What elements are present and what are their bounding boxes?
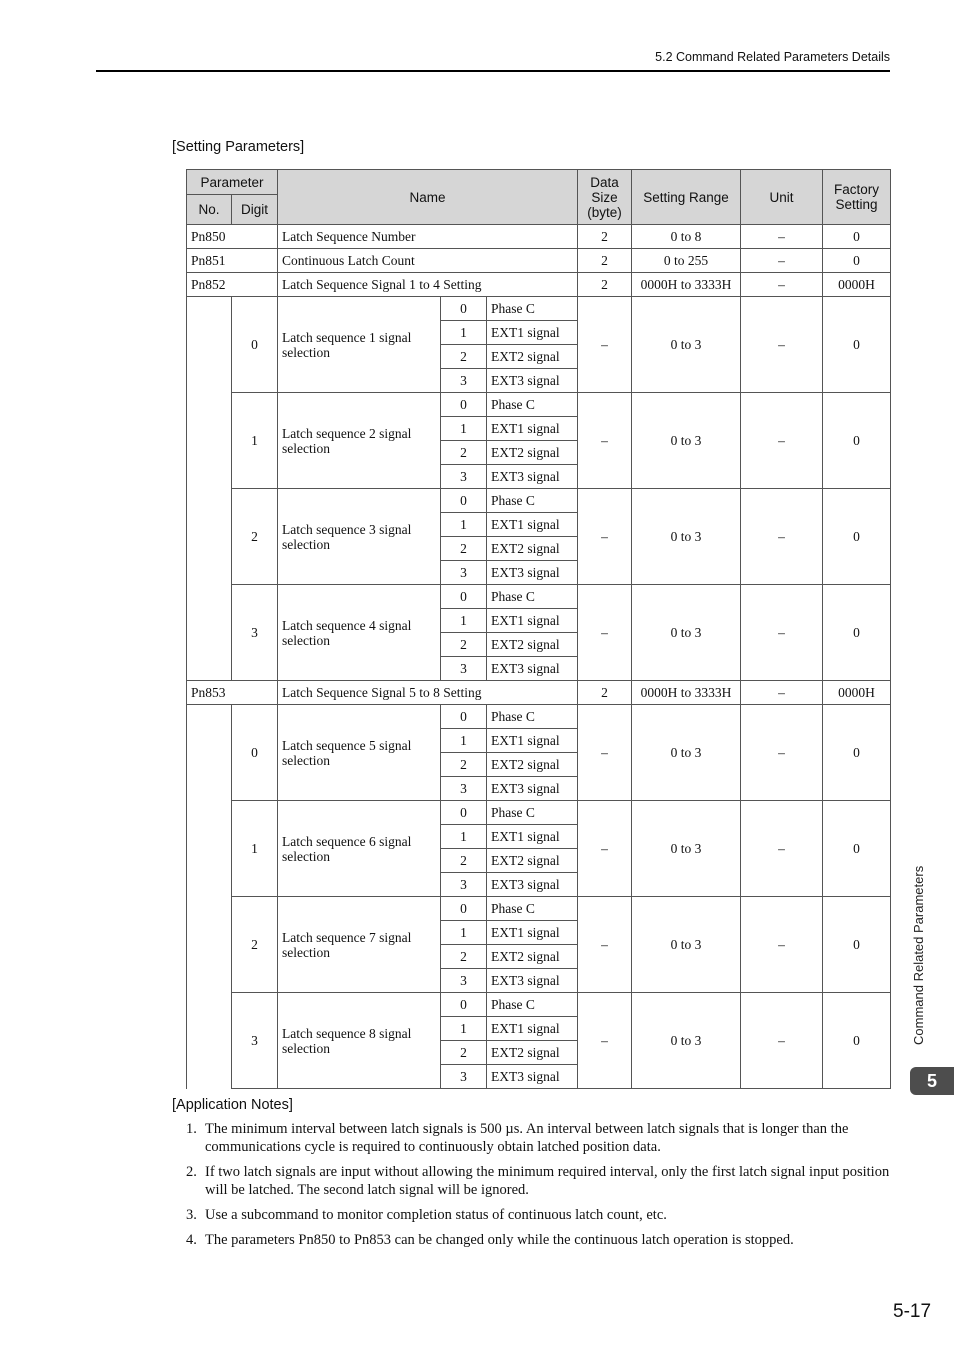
- header-name: Name: [278, 170, 578, 225]
- note-text: The parameters Pn850 to Pn853 can be changed only while the continuous latch operation is stopped.: [205, 1232, 794, 1248]
- param-number-spacer: [187, 297, 232, 681]
- header-setting-range: Setting Range: [632, 170, 741, 225]
- digit-number: 1: [232, 393, 278, 489]
- option-label: Phase C: [487, 297, 578, 321]
- digit-factory-setting: 0: [823, 897, 891, 993]
- digit-setting-range: 0 to 3: [632, 993, 741, 1089]
- param-factory-setting: 0: [823, 225, 891, 249]
- option-value: 1: [441, 825, 487, 849]
- param-setting-range: 0 to 8: [632, 225, 741, 249]
- option-label: Phase C: [487, 489, 578, 513]
- param-digit-empty: [232, 681, 278, 705]
- param-unit: –: [741, 225, 823, 249]
- digit-factory-setting: 0: [823, 993, 891, 1089]
- option-value: 0: [441, 705, 487, 729]
- option-label: EXT1 signal: [487, 513, 578, 537]
- option-label: Phase C: [487, 393, 578, 417]
- option-label: EXT3 signal: [487, 777, 578, 801]
- application-note: [186, 1120, 892, 1156]
- digit-setting-range: 0 to 3: [632, 801, 741, 897]
- digit-option-row: [187, 705, 891, 729]
- option-label: EXT1 signal: [487, 729, 578, 753]
- option-value: 3: [441, 969, 487, 993]
- digit-name: Latch sequence 2 signal selection: [278, 393, 441, 489]
- digit-setting-range: 0 to 3: [632, 705, 741, 801]
- param-number: Pn850: [187, 225, 232, 249]
- note-number: 2.: [186, 1164, 197, 1180]
- digit-data-size: –: [578, 897, 632, 993]
- digit-setting-range: 0 to 3: [632, 897, 741, 993]
- param-name: Latch Sequence Signal 1 to 4 Setting: [278, 273, 578, 297]
- option-value: 0: [441, 585, 487, 609]
- option-label: EXT1 signal: [487, 321, 578, 345]
- option-value: 2: [441, 441, 487, 465]
- digit-factory-setting: 0: [823, 801, 891, 897]
- param-name: Latch Sequence Number: [278, 225, 578, 249]
- option-value: 1: [441, 921, 487, 945]
- option-value: 3: [441, 873, 487, 897]
- option-value: 3: [441, 657, 487, 681]
- running-header: 5.2 Command Related Parameters Details: [655, 50, 890, 64]
- option-label: EXT3 signal: [487, 561, 578, 585]
- param-number: Pn852: [187, 273, 232, 297]
- option-label: EXT1 signal: [487, 417, 578, 441]
- option-value: 0: [441, 297, 487, 321]
- option-label: EXT1 signal: [487, 921, 578, 945]
- digit-name: Latch sequence 5 signal selection: [278, 705, 441, 801]
- setting-parameters-title: [Setting Parameters]: [172, 139, 305, 155]
- note-number: 3.: [186, 1207, 197, 1223]
- option-value: 0: [441, 393, 487, 417]
- digit-option-row: [187, 993, 891, 1017]
- option-label: EXT2 signal: [487, 441, 578, 465]
- param-data-size: 2: [578, 681, 632, 705]
- digit-setting-range: 0 to 3: [632, 585, 741, 681]
- option-value: 2: [441, 753, 487, 777]
- option-value: 2: [441, 537, 487, 561]
- note-number: 1.: [186, 1121, 197, 1137]
- digit-number: 2: [232, 897, 278, 993]
- digit-unit: –: [741, 585, 823, 681]
- digit-number: 0: [232, 705, 278, 801]
- header-unit: Unit: [741, 170, 823, 225]
- option-value: 2: [441, 633, 487, 657]
- option-value: 2: [441, 1041, 487, 1065]
- digit-option-row: [187, 585, 891, 609]
- note-text: If two latch signals are input without allowing the minimum required interval, only the first latch signal input position will be latched. The second latch signal will be ignored.: [205, 1164, 890, 1198]
- param-data-size: 2: [578, 225, 632, 249]
- digit-name: Latch sequence 6 signal selection: [278, 801, 441, 897]
- digit-factory-setting: 0: [823, 393, 891, 489]
- header-no: No.: [187, 195, 232, 225]
- setting-parameters-table: [186, 169, 891, 1089]
- digit-data-size: –: [578, 705, 632, 801]
- digit-number: 1: [232, 801, 278, 897]
- digit-name: Latch sequence 3 signal selection: [278, 489, 441, 585]
- digit-name: Latch sequence 8 signal selection: [278, 993, 441, 1089]
- parameter-row: [187, 225, 891, 249]
- param-factory-setting: 0000H: [823, 681, 891, 705]
- option-label: EXT3 signal: [487, 657, 578, 681]
- digit-factory-setting: 0: [823, 489, 891, 585]
- digit-option-row: [187, 297, 891, 321]
- digit-unit: –: [741, 705, 823, 801]
- param-setting-range: 0 to 255: [632, 249, 741, 273]
- param-data-size: 2: [578, 249, 632, 273]
- parameter-row: [187, 681, 891, 705]
- digit-factory-setting: 0: [823, 705, 891, 801]
- digit-number: 2: [232, 489, 278, 585]
- application-notes-title: [Application Notes]: [172, 1097, 293, 1113]
- digit-data-size: –: [578, 393, 632, 489]
- digit-data-size: –: [578, 585, 632, 681]
- digit-option-row: [187, 897, 891, 921]
- digit-name: Latch sequence 7 signal selection: [278, 897, 441, 993]
- param-digit-empty: [232, 273, 278, 297]
- option-label: EXT1 signal: [487, 1017, 578, 1041]
- option-value: 0: [441, 801, 487, 825]
- application-note: [186, 1206, 892, 1224]
- option-value: 0: [441, 897, 487, 921]
- option-value: 2: [441, 849, 487, 873]
- digit-name: Latch sequence 4 signal selection: [278, 585, 441, 681]
- option-label: EXT3 signal: [487, 873, 578, 897]
- option-label: EXT3 signal: [487, 369, 578, 393]
- option-value: 1: [441, 513, 487, 537]
- digit-unit: –: [741, 393, 823, 489]
- option-value: 3: [441, 369, 487, 393]
- option-value: 1: [441, 417, 487, 441]
- param-name: Latch Sequence Signal 5 to 8 Setting: [278, 681, 578, 705]
- digit-data-size: –: [578, 297, 632, 393]
- option-value: 1: [441, 1017, 487, 1041]
- option-label: Phase C: [487, 897, 578, 921]
- digit-number: 3: [232, 585, 278, 681]
- option-label: EXT3 signal: [487, 969, 578, 993]
- note-text: Use a subcommand to monitor completion status of continuous latch count, etc.: [205, 1207, 667, 1223]
- digit-setting-range: 0 to 3: [632, 489, 741, 585]
- digit-data-size: –: [578, 489, 632, 585]
- param-setting-range: 0000H to 3333H: [632, 273, 741, 297]
- param-number-spacer: [187, 705, 232, 1089]
- digit-unit: –: [741, 897, 823, 993]
- header-data-size: Data Size (byte): [578, 170, 632, 225]
- header-parameter: Parameter: [187, 170, 278, 195]
- option-value: 3: [441, 1065, 487, 1089]
- param-unit: –: [741, 249, 823, 273]
- option-value: 1: [441, 729, 487, 753]
- digit-option-row: [187, 393, 891, 417]
- digit-option-row: [187, 489, 891, 513]
- param-number: Pn851: [187, 249, 232, 273]
- digit-unit: –: [741, 489, 823, 585]
- option-value: 1: [441, 609, 487, 633]
- option-label: EXT2 signal: [487, 537, 578, 561]
- note-text: The minimum interval between latch signals is 500 µs. An interval between latch signals that is longer than the communications cycle is required to continuously obtain latched position data.: [205, 1121, 849, 1155]
- digit-data-size: –: [578, 993, 632, 1089]
- param-name: Continuous Latch Count: [278, 249, 578, 273]
- option-label: EXT2 signal: [487, 345, 578, 369]
- option-label: Phase C: [487, 801, 578, 825]
- option-value: 0: [441, 489, 487, 513]
- option-value: 2: [441, 345, 487, 369]
- option-label: EXT3 signal: [487, 1065, 578, 1089]
- param-data-size: 2: [578, 273, 632, 297]
- application-note: [186, 1231, 892, 1249]
- header-factory-setting: Factory Setting: [823, 170, 891, 225]
- application-note: [186, 1163, 892, 1199]
- header-digit: Digit: [232, 195, 278, 225]
- option-label: EXT2 signal: [487, 753, 578, 777]
- parameter-row: [187, 273, 891, 297]
- option-label: EXT1 signal: [487, 825, 578, 849]
- param-unit: –: [741, 681, 823, 705]
- option-label: EXT3 signal: [487, 465, 578, 489]
- option-value: 3: [441, 777, 487, 801]
- param-digit-empty: [232, 225, 278, 249]
- digit-number: 3: [232, 993, 278, 1089]
- param-factory-setting: 0: [823, 249, 891, 273]
- digit-setting-range: 0 to 3: [632, 297, 741, 393]
- option-label: EXT1 signal: [487, 609, 578, 633]
- digit-name: Latch sequence 1 signal selection: [278, 297, 441, 393]
- option-value: 2: [441, 945, 487, 969]
- note-number: 4.: [186, 1232, 197, 1248]
- digit-factory-setting: 0: [823, 585, 891, 681]
- header-rule: [96, 70, 890, 72]
- option-value: 1: [441, 321, 487, 345]
- option-value: 0: [441, 993, 487, 1017]
- option-label: Phase C: [487, 585, 578, 609]
- digit-factory-setting: 0: [823, 297, 891, 393]
- option-value: 3: [441, 465, 487, 489]
- option-label: EXT2 signal: [487, 1041, 578, 1065]
- param-factory-setting: 0000H: [823, 273, 891, 297]
- digit-unit: –: [741, 801, 823, 897]
- parameter-row: [187, 249, 891, 273]
- digit-data-size: –: [578, 801, 632, 897]
- chapter-tab: 5: [910, 1067, 954, 1095]
- param-digit-empty: [232, 249, 278, 273]
- param-setting-range: 0000H to 3333H: [632, 681, 741, 705]
- option-label: Phase C: [487, 705, 578, 729]
- digit-setting-range: 0 to 3: [632, 393, 741, 489]
- digit-unit: –: [741, 297, 823, 393]
- page-number: 5-17: [893, 1301, 932, 1322]
- param-number: Pn853: [187, 681, 232, 705]
- digit-unit: –: [741, 993, 823, 1089]
- option-label: EXT2 signal: [487, 633, 578, 657]
- chapter-side-label: Command Related Parameters: [911, 865, 926, 1045]
- digit-option-row: [187, 801, 891, 825]
- option-label: Phase C: [487, 993, 578, 1017]
- application-notes-list: [186, 1120, 892, 1256]
- param-unit: –: [741, 273, 823, 297]
- digit-number: 0: [232, 297, 278, 393]
- option-value: 3: [441, 561, 487, 585]
- option-label: EXT2 signal: [487, 849, 578, 873]
- option-label: EXT2 signal: [487, 945, 578, 969]
